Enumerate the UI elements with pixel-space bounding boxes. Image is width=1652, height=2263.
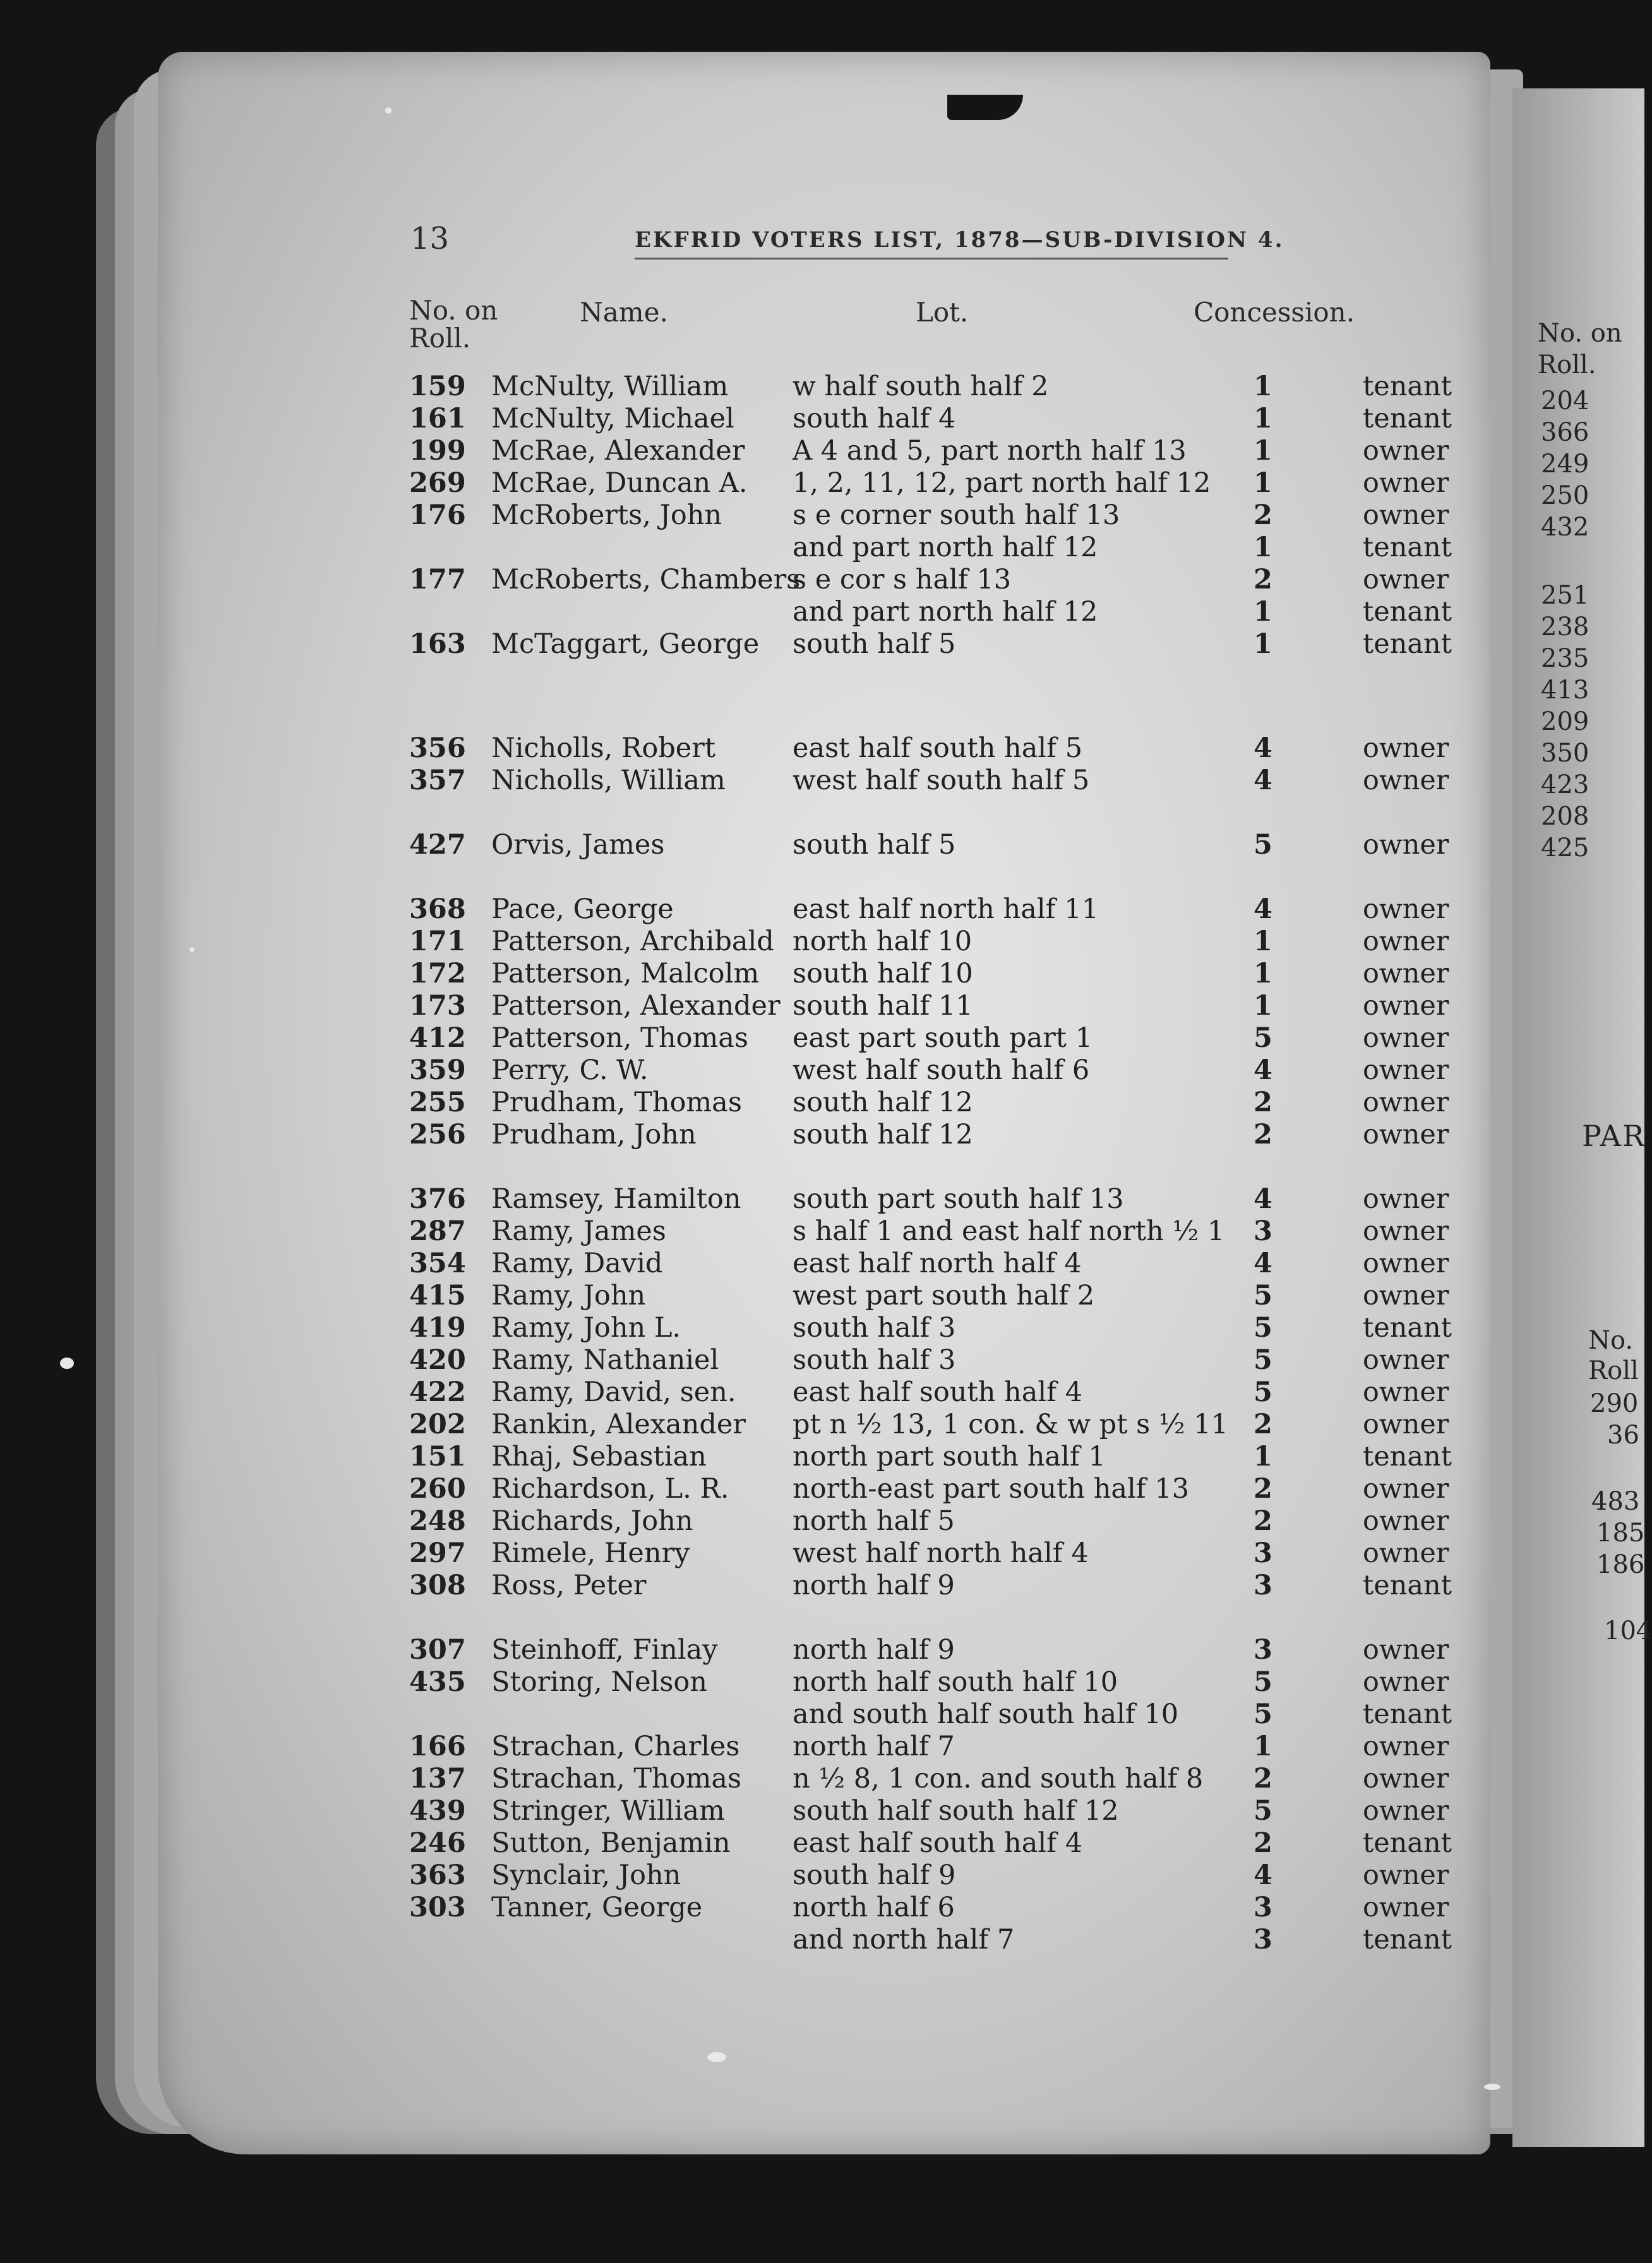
voter-name: Synclair, John xyxy=(491,1860,681,1891)
table-row xyxy=(0,596,1516,629)
tenure-status: owner xyxy=(1363,1860,1449,1891)
concession-number: 4 xyxy=(1254,1183,1272,1215)
concession-number: 3 xyxy=(1254,1892,1272,1923)
adjacent-roll-number: 413 xyxy=(1541,676,1589,705)
table-row xyxy=(0,1666,1516,1699)
concession-number: 2 xyxy=(1254,564,1272,595)
voter-name: McNulty, Michael xyxy=(491,403,734,434)
tenure-status: owner xyxy=(1363,1248,1449,1279)
lot-description: north-east part south half 13 xyxy=(793,1473,1190,1505)
voter-name: Strachan, Thomas xyxy=(491,1763,742,1794)
lot-description: and part north half 12 xyxy=(793,596,1098,628)
concession-number: 4 xyxy=(1254,732,1272,764)
concession-number: 4 xyxy=(1254,1248,1272,1279)
roll-number: 287 xyxy=(409,1215,466,1247)
page-number: 13 xyxy=(410,221,450,256)
voter-name: Orvis, James xyxy=(491,829,665,861)
roll-number: 376 xyxy=(409,1183,466,1215)
voter-name: Strachan, Charles xyxy=(491,1731,740,1762)
concession-number: 1 xyxy=(1254,435,1272,467)
tenure-status: owner xyxy=(1363,1280,1449,1311)
table-row xyxy=(0,1183,1516,1216)
lot-description: north half south half 10 xyxy=(793,1666,1118,1698)
lot-description: n ½ 8, 1 con. and south half 8 xyxy=(793,1763,1204,1794)
voter-name: Nicholls, Robert xyxy=(491,732,716,764)
roll-number: 354 xyxy=(409,1248,466,1279)
roll-column-header: No. on Roll. xyxy=(409,295,498,354)
lot-description: A 4 and 5, part north half 13 xyxy=(793,435,1187,467)
voter-name: Patterson, Thomas xyxy=(491,1022,748,1054)
tenure-status: owner xyxy=(1363,1666,1449,1698)
adjacent-roll-number: 235 xyxy=(1541,644,1589,673)
lot-description: 1, 2, 11, 12, part north half 12 xyxy=(793,467,1211,499)
table-row xyxy=(0,1376,1516,1409)
roll-number: 255 xyxy=(409,1087,466,1118)
concession-number: 1 xyxy=(1254,926,1272,957)
table-row xyxy=(0,1473,1516,1506)
roll-number: 308 xyxy=(409,1570,466,1601)
lot-description: w half south half 2 xyxy=(793,371,1049,402)
table-row xyxy=(0,1795,1516,1828)
tenure-status: owner xyxy=(1363,1409,1449,1440)
table-row xyxy=(0,1409,1516,1442)
roll-number: 202 xyxy=(409,1409,466,1440)
concession-number: 2 xyxy=(1254,1087,1272,1118)
table-row xyxy=(0,1087,1516,1120)
adjacent-roll-number: 208 xyxy=(1541,802,1589,831)
roll-number: 297 xyxy=(409,1538,466,1569)
lot-description: north half 6 xyxy=(793,1892,955,1923)
concession-number: 1 xyxy=(1254,467,1272,499)
lot-description: south half 3 xyxy=(793,1312,956,1344)
lot-description: east half south half 4 xyxy=(793,1376,1083,1408)
adjacent-roll-number: 36 xyxy=(1607,1421,1639,1450)
name-column-header: Name. xyxy=(580,297,668,328)
concession-number: 3 xyxy=(1254,1215,1272,1247)
adjacent-roll-number: 251 xyxy=(1541,581,1589,610)
concession-number: 2 xyxy=(1254,1119,1272,1150)
tenure-status: owner xyxy=(1363,990,1449,1022)
table-row xyxy=(0,1731,1516,1764)
tenure-status: owner xyxy=(1363,1119,1449,1150)
roll-number: 269 xyxy=(409,467,466,499)
adjacent-roll-number: 366 xyxy=(1541,418,1589,447)
voter-name: Patterson, Malcolm xyxy=(491,958,760,989)
adjacent-heading: PAR xyxy=(1582,1119,1646,1153)
lot-description: s e corner south half 13 xyxy=(793,499,1120,531)
roll-number: 199 xyxy=(409,435,466,467)
table-row xyxy=(0,1892,1516,1925)
table-row xyxy=(0,467,1516,500)
table-row xyxy=(0,926,1516,958)
roll-number: 161 xyxy=(409,403,466,434)
table-row xyxy=(0,1280,1516,1313)
tenure-status: owner xyxy=(1363,1087,1449,1118)
voter-name: Storing, Nelson xyxy=(491,1666,707,1698)
roll-number: 137 xyxy=(409,1763,466,1794)
lot-description: east half north half 4 xyxy=(793,1248,1082,1279)
adjacent-roll-number: 186 xyxy=(1596,1550,1645,1579)
tenure-status: owner xyxy=(1363,926,1449,957)
table-row xyxy=(0,1570,1516,1603)
concession-number: 1 xyxy=(1254,1441,1272,1472)
table-row xyxy=(0,435,1516,468)
concession-number: 1 xyxy=(1254,628,1272,660)
title-rule xyxy=(635,258,1228,260)
lot-description: west half south half 6 xyxy=(793,1054,1090,1086)
adjacent-roll-number: 250 xyxy=(1541,481,1589,510)
tenure-status: owner xyxy=(1363,1022,1449,1054)
concession-number: 1 xyxy=(1254,371,1272,402)
tenure-status: owner xyxy=(1363,1473,1449,1505)
voter-name: Ross, Peter xyxy=(491,1570,647,1601)
table-row xyxy=(0,1763,1516,1796)
table-row xyxy=(0,564,1516,597)
tenure-status: owner xyxy=(1363,1505,1449,1537)
tenure-status: owner xyxy=(1363,732,1449,764)
tenure-status: owner xyxy=(1363,1795,1449,1827)
voter-name: Ramy, John L. xyxy=(491,1312,681,1344)
tenure-status: tenant xyxy=(1363,1924,1452,1955)
voter-name: Ramsey, Hamilton xyxy=(491,1183,741,1215)
roll-number: 439 xyxy=(409,1795,466,1827)
scan-speck xyxy=(385,107,392,114)
tenure-status: owner xyxy=(1363,958,1449,989)
lot-description: south half 11 xyxy=(793,990,973,1022)
concession-number: 1 xyxy=(1254,1731,1272,1762)
lot-description: south half 10 xyxy=(793,958,973,989)
concession-number: 2 xyxy=(1254,1473,1272,1505)
roll-number: 412 xyxy=(409,1022,466,1054)
lot-description: north half 9 xyxy=(793,1634,955,1666)
lot-description: north half 7 xyxy=(793,1731,955,1762)
roll-number: 246 xyxy=(409,1827,466,1859)
roll-number: 248 xyxy=(409,1505,466,1537)
lot-description: south half south half 12 xyxy=(793,1795,1119,1827)
table-row xyxy=(0,1634,1516,1667)
concession-number: 5 xyxy=(1254,1280,1272,1311)
concession-number: 2 xyxy=(1254,499,1272,531)
tenure-status: owner xyxy=(1363,1538,1449,1569)
roll-number: 173 xyxy=(409,990,466,1022)
lot-description: south half 12 xyxy=(793,1087,973,1118)
table-row xyxy=(0,1119,1516,1152)
voter-name: Pace, George xyxy=(491,893,674,925)
roll-number: 256 xyxy=(409,1119,466,1150)
concession-number: 1 xyxy=(1254,596,1272,628)
concession-number: 2 xyxy=(1254,1827,1272,1859)
roll-number: 427 xyxy=(409,829,466,861)
concession-number: 2 xyxy=(1254,1409,1272,1440)
tenure-status: tenant xyxy=(1363,1441,1452,1472)
concession-number: 5 xyxy=(1254,1795,1272,1827)
adjacent-roll-number: 204 xyxy=(1541,386,1589,415)
table-row xyxy=(0,829,1516,862)
voter-name: Patterson, Alexander xyxy=(491,990,781,1022)
adjacent-roll-number: 290 xyxy=(1590,1389,1639,1418)
tenure-status: owner xyxy=(1363,467,1449,499)
adjacent-roll-number: 209 xyxy=(1541,707,1589,736)
concession-number: 5 xyxy=(1254,1312,1272,1344)
voter-name: Ramy, David xyxy=(491,1248,663,1279)
roll-number: 176 xyxy=(409,499,466,531)
tenure-status: owner xyxy=(1363,1763,1449,1794)
voter-name: Perry, C. W. xyxy=(491,1054,649,1086)
table-row xyxy=(0,371,1516,403)
lot-description: north half 10 xyxy=(793,926,973,957)
voter-name: Rankin, Alexander xyxy=(491,1409,746,1440)
roll-number: 151 xyxy=(409,1441,466,1472)
lot-description: and part north half 12 xyxy=(793,532,1098,563)
roll-number: 171 xyxy=(409,926,466,957)
concession-number: 4 xyxy=(1254,765,1272,796)
tenure-status: owner xyxy=(1363,1731,1449,1762)
table-row xyxy=(0,1215,1516,1248)
adjacent-roll-number: 249 xyxy=(1541,450,1589,479)
roll-number: 166 xyxy=(409,1731,466,1762)
voter-name: Patterson, Archibald xyxy=(491,926,774,957)
concession-number: 5 xyxy=(1254,829,1272,861)
concession-number: 1 xyxy=(1254,990,1272,1022)
lot-description: south half 9 xyxy=(793,1860,956,1891)
table-row xyxy=(0,1505,1516,1538)
voter-name: Stringer, William xyxy=(491,1795,725,1827)
concession-number: 4 xyxy=(1254,893,1272,925)
tenure-status: owner xyxy=(1363,435,1449,467)
voter-name: Tanner, George xyxy=(491,1892,703,1923)
table-row xyxy=(0,403,1516,436)
concession-column-header: Concession. xyxy=(1194,297,1355,328)
voter-name: McTaggart, George xyxy=(491,628,760,660)
voter-name: McRoberts, Chambers xyxy=(491,564,801,595)
concession-number: 5 xyxy=(1254,1666,1272,1698)
tenure-status: owner xyxy=(1363,499,1449,531)
tenure-status: owner xyxy=(1363,829,1449,861)
concession-number: 1 xyxy=(1254,403,1272,434)
table-row xyxy=(0,990,1516,1023)
tenure-status: tenant xyxy=(1363,1312,1452,1344)
table-row xyxy=(0,958,1516,991)
voter-name: Prudham, Thomas xyxy=(491,1087,742,1118)
voter-name: Steinhoff, Finlay xyxy=(491,1634,718,1666)
lot-description: and north half 7 xyxy=(793,1924,1015,1955)
lot-description: south half 5 xyxy=(793,628,956,660)
roll-number: 420 xyxy=(409,1344,466,1376)
lot-description: north part south half 1 xyxy=(793,1441,1106,1472)
roll-number: 357 xyxy=(409,765,466,796)
voter-name: Richardson, L. R. xyxy=(491,1473,729,1505)
tenure-status: tenant xyxy=(1363,1699,1452,1730)
tenure-status: owner xyxy=(1363,1344,1449,1376)
table-row xyxy=(0,1827,1516,1860)
voter-name: Prudham, John xyxy=(491,1119,697,1150)
roll-number: 435 xyxy=(409,1666,466,1698)
roll-number: 163 xyxy=(409,628,466,660)
tenure-status: tenant xyxy=(1363,596,1452,628)
roll-number: 422 xyxy=(409,1376,466,1408)
lot-description: north half 5 xyxy=(793,1505,955,1537)
lot-description: north half 9 xyxy=(793,1570,955,1601)
table-row xyxy=(0,1054,1516,1087)
table-row xyxy=(0,1344,1516,1377)
roll-number: 368 xyxy=(409,893,466,925)
adjacent-header: No. xyxy=(1588,1326,1634,1355)
adjacent-header: Roll xyxy=(1588,1356,1639,1385)
concession-number: 5 xyxy=(1254,1699,1272,1730)
lot-description: south half 5 xyxy=(793,829,956,861)
concession-number: 5 xyxy=(1254,1022,1272,1054)
table-row xyxy=(0,628,1516,661)
concession-number: 4 xyxy=(1254,1054,1272,1086)
tenure-status: owner xyxy=(1363,1376,1449,1408)
tenure-status: tenant xyxy=(1363,403,1452,434)
voter-name: Ramy, Nathaniel xyxy=(491,1344,719,1376)
lot-description: s half 1 and east half north ½ 1 xyxy=(793,1215,1225,1247)
roll-number: 359 xyxy=(409,1054,466,1086)
voter-name: Nicholls, William xyxy=(491,765,726,796)
concession-number: 5 xyxy=(1254,1344,1272,1376)
lot-description: south part south half 13 xyxy=(793,1183,1124,1215)
lot-description: east half south half 5 xyxy=(793,732,1083,764)
adjacent-roll-number: 238 xyxy=(1541,612,1589,642)
voter-name: Rhaj, Sebastian xyxy=(491,1441,707,1472)
voter-name: Sutton, Benjamin xyxy=(491,1827,731,1859)
concession-number: 5 xyxy=(1254,1376,1272,1408)
lot-description: west half north half 4 xyxy=(793,1538,1089,1569)
table-row xyxy=(0,765,1516,797)
lot-description: south half 12 xyxy=(793,1119,973,1150)
voter-name: McRae, Duncan A. xyxy=(491,467,748,499)
scan-speck xyxy=(1484,2084,1500,2090)
roll-number: 415 xyxy=(409,1280,466,1311)
roll-number: 307 xyxy=(409,1634,466,1666)
table-row xyxy=(0,893,1516,926)
table-row xyxy=(0,532,1516,564)
voter-name: Ramy, John xyxy=(491,1280,646,1311)
lot-column-header: Lot. xyxy=(916,297,969,328)
voter-name: McNulty, William xyxy=(491,371,729,402)
table-row xyxy=(0,1441,1516,1474)
adjacent-header: No. on xyxy=(1538,319,1622,348)
table-row xyxy=(0,1022,1516,1055)
tenure-status: tenant xyxy=(1363,1827,1452,1859)
scan-speck xyxy=(707,2052,726,2062)
adjacent-header: Roll. xyxy=(1538,350,1596,379)
roll-number: 363 xyxy=(409,1860,466,1891)
concession-number: 4 xyxy=(1254,1860,1272,1891)
adjacent-roll-number: 350 xyxy=(1541,739,1589,768)
roll-number: 260 xyxy=(409,1473,466,1505)
lot-description: s e cor s half 13 xyxy=(793,564,1012,595)
scan-speck xyxy=(189,947,195,952)
tenure-status: owner xyxy=(1363,893,1449,925)
concession-number: 2 xyxy=(1254,1505,1272,1537)
adjacent-roll-number: 423 xyxy=(1541,770,1589,799)
tenure-status: owner xyxy=(1363,1634,1449,1666)
roll-number: 159 xyxy=(409,371,466,402)
voter-name: Ramy, James xyxy=(491,1215,666,1247)
lot-description: south half 3 xyxy=(793,1344,956,1376)
table-row xyxy=(0,1699,1516,1731)
lot-description: west part south half 2 xyxy=(793,1280,1095,1311)
voter-name: Rimele, Henry xyxy=(491,1538,690,1569)
tenure-status: tenant xyxy=(1363,532,1452,563)
table-row xyxy=(0,1538,1516,1570)
concession-number: 2 xyxy=(1254,1763,1272,1794)
lot-description: pt n ½ 13, 1 con. & w pt s ½ 11 xyxy=(793,1409,1228,1440)
tenure-status: tenant xyxy=(1363,628,1452,660)
roll-number: 177 xyxy=(409,564,466,595)
voter-name: McRoberts, John xyxy=(491,499,722,531)
roll-number: 303 xyxy=(409,1892,466,1923)
lot-description: and south half south half 10 xyxy=(793,1699,1179,1730)
roll-number: 172 xyxy=(409,958,466,989)
roll-number: 356 xyxy=(409,732,466,764)
adjacent-roll-number: 104 xyxy=(1604,1616,1652,1645)
table-row xyxy=(0,1248,1516,1281)
tenure-status: tenant xyxy=(1363,371,1452,402)
voter-name: Ramy, David, sen. xyxy=(491,1376,736,1408)
concession-number: 3 xyxy=(1254,1924,1272,1955)
roll-number: 419 xyxy=(409,1312,466,1344)
adjacent-roll-number: 185 xyxy=(1596,1519,1645,1548)
voter-name: McRae, Alexander xyxy=(491,435,745,467)
concession-number: 3 xyxy=(1254,1538,1272,1569)
tenure-status: owner xyxy=(1363,564,1449,595)
tenure-status: tenant xyxy=(1363,1570,1452,1601)
lot-description: east half north half 11 xyxy=(793,893,1099,925)
lot-description: east part south part 1 xyxy=(793,1022,1093,1054)
lot-description: south half 4 xyxy=(793,403,956,434)
table-row xyxy=(0,732,1516,765)
adjacent-roll-number: 483 xyxy=(1591,1487,1640,1516)
table-row xyxy=(0,499,1516,532)
tenure-status: owner xyxy=(1363,1892,1449,1923)
tenure-status: owner xyxy=(1363,1054,1449,1086)
adjacent-roll-number: 425 xyxy=(1541,833,1589,863)
concession-number: 1 xyxy=(1254,958,1272,989)
lot-description: west half south half 5 xyxy=(793,765,1090,796)
page-title: EKFRID VOTERS LIST, 1878—SUB-DIVISION 4. xyxy=(635,227,1284,253)
concession-number: 1 xyxy=(1254,532,1272,563)
concession-number: 3 xyxy=(1254,1570,1272,1601)
tenure-status: owner xyxy=(1363,1215,1449,1247)
concession-number: 3 xyxy=(1254,1634,1272,1666)
lot-description: east half south half 4 xyxy=(793,1827,1083,1859)
tenure-status: owner xyxy=(1363,1183,1449,1215)
adjacent-roll-number: 432 xyxy=(1541,513,1589,542)
table-row xyxy=(0,1924,1516,1957)
voter-name: Richards, John xyxy=(491,1505,693,1537)
scan-speck xyxy=(60,1358,74,1369)
tenure-status: owner xyxy=(1363,765,1449,796)
table-row xyxy=(0,1860,1516,1892)
table-row xyxy=(0,1312,1516,1345)
